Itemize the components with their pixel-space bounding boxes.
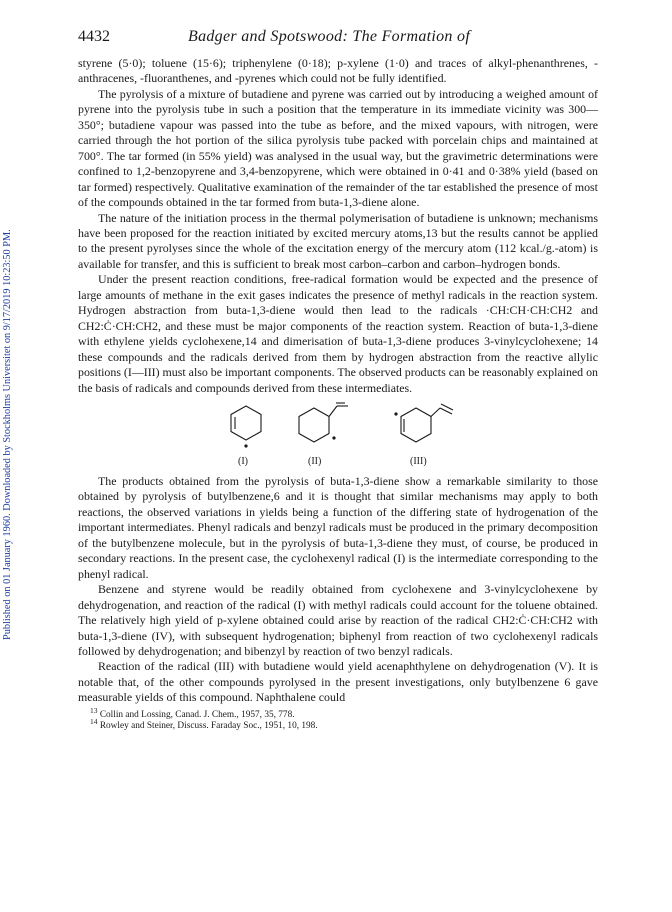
- download-watermark: [2, 120, 16, 640]
- label-ii: (II): [308, 455, 322, 467]
- page-number: 4432: [78, 28, 110, 45]
- footnote-13: $^{13}$ Collin and Lossing, Canad. J. Chem., 1957, 35, 778.: [90, 705, 295, 720]
- structure-ii: [299, 403, 348, 442]
- label-i: (I): [238, 455, 248, 467]
- paragraph-6: Benzene and styrene would be readily obtained from cyclohexene and 3-vinylcyclohexene by dehydrogenation, and reaction of the radical (I) with methyl radicals could account for the toluene obtained. The relatively high yield of p-xylene obtained could arise by reaction of the radical CH2:Ċ·CH:CH2 with buta-1,3-diene (IV), with subsequent hydrogenation; biphenyl from reaction of two cyclohexenyl radicals followed by dehydrogenation; and bibenzyl by reaction of two benzyl radicals.: [78, 582, 598, 658]
- running-title: Badger and Spotswood: The Formation of: [188, 28, 471, 45]
- paragraph-1: styrene (5·0); toluene (15·6); triphenylene (0·18); p-xylene (1·0) and traces of alkyl-phenanthrenes, -anthracenes, -fluoranthenes, and -pyrenes which could not be fully identified.: [78, 56, 598, 86]
- running-header: [78, 28, 598, 48]
- structure-figures: [78, 396, 598, 474]
- radical-structures-svg: [78, 396, 598, 456]
- footnotes: [78, 705, 598, 733]
- paragraph-7: Reaction of the radical (III) with butadiene would yield acenaphthylene on dehydrogenation (V). It is notable that, of the other compounds pyrolysed in the present investigations, only butylbenzene 6 gave measurable yields of this compound. Naphthalene could: [78, 659, 598, 705]
- footnote-14: $^{14}$ Rowley and Steiner, Discuss. Faraday Soc., 1951, 10, 198.: [90, 717, 318, 732]
- download-note-text: Published on 01 January 1960. Downloaded by Stockholms Universitet on 9/17/2019 10:23:50 PM.: [2, 229, 13, 640]
- paragraph-2: The pyrolysis of a mixture of butadiene and pyrene was carried out by introducing a weighed amount of pyrene into the pyrolysis tube in such a position that the temperature in its immediate vicinity was 300—350°; butadiene vapour was passed into the tube as before, and the mixed vapours, with nitrogen, were carried through the hot portion of the silica pyrolysis tube packed with porcelain chips and maintained at 700°. The tar formed (in 55% yield) was analysed in the usual way, but the gravimetric determinations were confined to 1,2-benzopyrene and 3,4-benzopyrene, which were obtained in 0·41 and 0·38% yield (based on tar formed) respectively. Qualitative examination of the remainder of the tar established the presence of most of the compounds obtained in the tar formed from buta-1,3-diene alone.: [78, 86, 598, 210]
- label-iii: (III): [410, 455, 427, 467]
- article-body: [78, 56, 598, 733]
- paragraph-4: Under the present reaction conditions, free-radical formation would be expected and the presence of large amounts of methane in the exit gases indicates the presence of methyl radicals in the reaction system. Hydrogen abstraction from buta-1,3-diene would then lead to the radicals ·CH:CH·CH:CH2 and CH2:Ċ·CH:CH2, and these must be major components of the reaction system. Reaction of buta-1,3-diene with ethylene yields cyclohexene,14 and dimerisation of buta-1,3-diene produces 3-vinylcyclohexene; 14 these compounds and the radicals derived from them by hydrogen abstraction from the reactive allylic positions (I—III) must also be important components. The observed products can be reasonably explained on the basis of radicals and compounds derived from these intermediates.: [78, 272, 598, 395]
- paragraph-5: The products obtained from the pyrolysis of buta-1,3-diene show a remarkable similarity to those obtained by pyrolysis of butylbenzene,6 and it is thought that similar mechanisms may apply to both reactions, the observed variations in yields being a function of the differing state of hydrogenation of the important intermediates. Phenyl radicals and benzyl radicals must be produced in the primary decomposition of the butylbenzene molecule, but in the pyrolysis of buta-1,3-diene they must, of course, be produced in secondary reactions. In the present case, the cyclohexenyl radical (I) is the intermediate corresponding to the phenyl radical.: [78, 473, 598, 581]
- paragraph-3: The nature of the initiation process in the thermal polymerisation of butadiene is unknown; mechanisms have been proposed for the reaction initiated by excited mercury atoms,13 but the results cannot be applied to the present pyrolyses since the whole of the excitation energy of the mercury atom (112 kcal./g.-atom) is available for transfer, and this is sufficient to break most carbon–carbon and carbon–hydrogen bonds.: [78, 210, 598, 271]
- structure-i: [231, 406, 261, 448]
- structure-iii: [394, 404, 453, 442]
